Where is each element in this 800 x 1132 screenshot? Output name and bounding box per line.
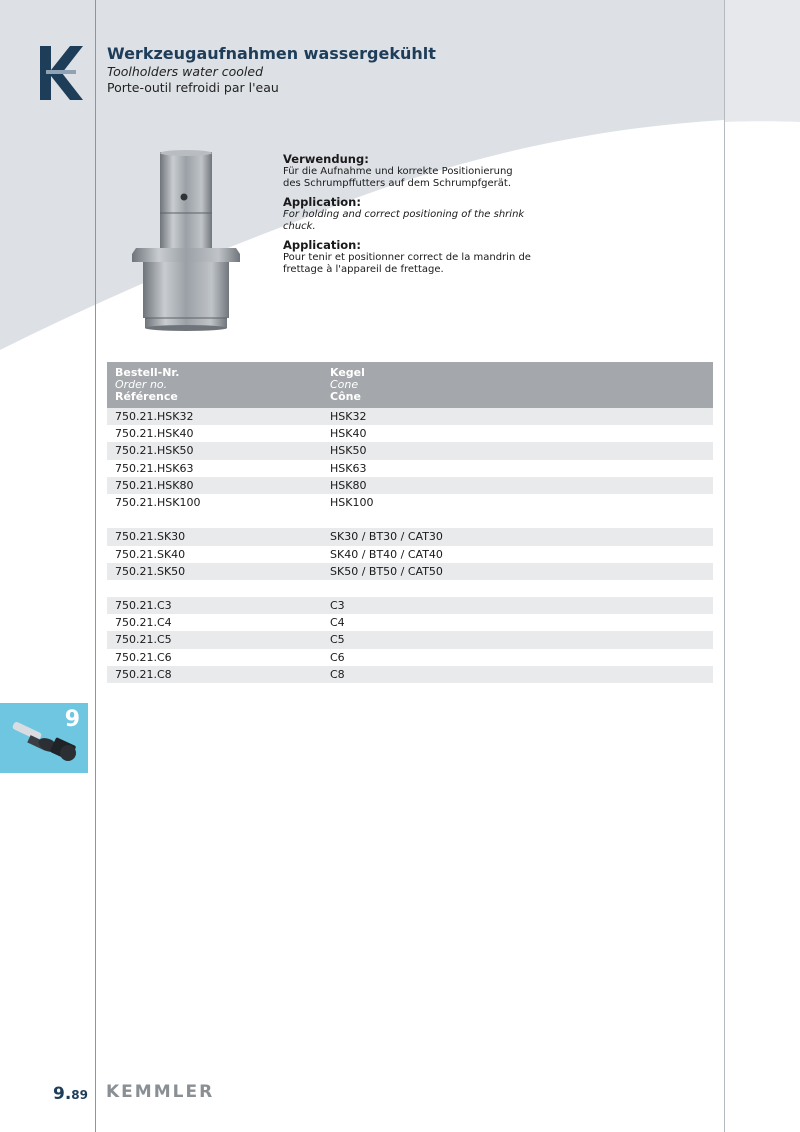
kemmler-k-logo [40, 46, 84, 104]
chapter-tab[interactable] [0, 703, 88, 773]
order-number: 750.21.C5 [115, 633, 172, 647]
order-number: 750.21.SK40 [115, 547, 186, 561]
table-row [107, 614, 713, 631]
order-number: 750.21.HSK63 [115, 461, 194, 475]
table-row [107, 649, 713, 666]
left-margin-line [95, 0, 96, 1132]
title-english: Toolholders water cooled [107, 64, 264, 79]
table-row [107, 666, 713, 683]
table-row [107, 425, 713, 442]
table-header [107, 362, 713, 408]
header-order-de: Bestell-Nr. [115, 366, 180, 379]
title-block [107, 44, 436, 96]
order-number: 750.21.C8 [115, 667, 172, 681]
column-header-cone [330, 367, 365, 403]
table-row [107, 460, 713, 477]
product-table [107, 362, 713, 683]
table-row [107, 494, 713, 511]
chapter-number: 9 [64, 707, 80, 732]
cone: HSK40 [330, 427, 367, 441]
page-number-major: 9. [53, 1084, 72, 1104]
product-image-toolholder [130, 150, 242, 338]
title-french: Porte-outil refroidi par l'eau [107, 80, 279, 95]
header-order-fr: Référence [115, 390, 178, 403]
cone: C8 [330, 667, 345, 681]
group-spacer [107, 511, 713, 528]
table-row [107, 528, 713, 545]
order-number: 750.21.C4 [115, 616, 172, 630]
usage-description [283, 152, 533, 280]
order-number: 750.21.HSK32 [115, 410, 194, 423]
cone: HSK63 [330, 461, 367, 475]
order-number: 750.21.SK30 [115, 530, 186, 544]
order-number: 750.21.HSK50 [115, 444, 194, 458]
cone: C4 [330, 616, 345, 630]
order-number: 750.21.C3 [115, 599, 172, 613]
title-german: Werkzeugaufnahmen wassergekühlt [107, 44, 436, 63]
column-header-order-number [115, 367, 179, 403]
usage-heading-en: Application: [283, 194, 361, 209]
cone: SK30 / BT30 / CAT30 [330, 530, 443, 544]
cone: SK50 / BT50 / CAT50 [330, 564, 443, 578]
usage-heading-de: Verwendung: [283, 152, 369, 166]
group-spacer [107, 580, 713, 597]
order-number: 750.21.HSK40 [115, 427, 194, 441]
cone: C6 [330, 650, 345, 664]
order-number: 750.21.SK50 [115, 564, 186, 578]
cone: HSK80 [330, 478, 367, 492]
cone: C3 [330, 599, 345, 613]
table-row [107, 442, 713, 459]
cone: C5 [330, 633, 345, 647]
header-order-en: Order no. [115, 378, 168, 391]
header-cone-en: Cone [330, 378, 359, 391]
order-number: 750.21.HSK100 [115, 495, 201, 509]
table-row [107, 631, 713, 648]
cone: SK40 / BT40 / CAT40 [330, 547, 443, 561]
table-row [107, 597, 713, 614]
cone: HSK100 [330, 495, 374, 509]
cone: HSK50 [330, 444, 367, 458]
order-number: 750.21.C6 [115, 650, 172, 664]
table-row [107, 546, 713, 563]
usage-text-de: Für die Aufnahme und korrekte Positionierung des Schrumpffutters auf dem Schrumpfgerät. [283, 166, 513, 190]
brand-name: KEMMLER [106, 1082, 215, 1102]
usage-text-en: For holding and correct positioning of the shrink chuck. [283, 208, 525, 233]
cone: HSK32 [330, 410, 367, 423]
usage-heading-fr: Application: [283, 237, 361, 252]
header-cone-fr: Cône [330, 390, 361, 403]
usage-text-fr: Pour tenir et positionner correct de la mandrin de frettage à l'appareil de frettage. [283, 251, 531, 276]
table-row [107, 408, 713, 425]
header-cone-de: Kegel [330, 366, 365, 379]
table-row [107, 477, 713, 494]
page-number-minor: 89 [71, 1088, 88, 1102]
page-number [53, 1084, 88, 1104]
right-margin-line [724, 0, 725, 1132]
table-row [107, 563, 713, 580]
order-number: 750.21.HSK80 [115, 478, 194, 492]
